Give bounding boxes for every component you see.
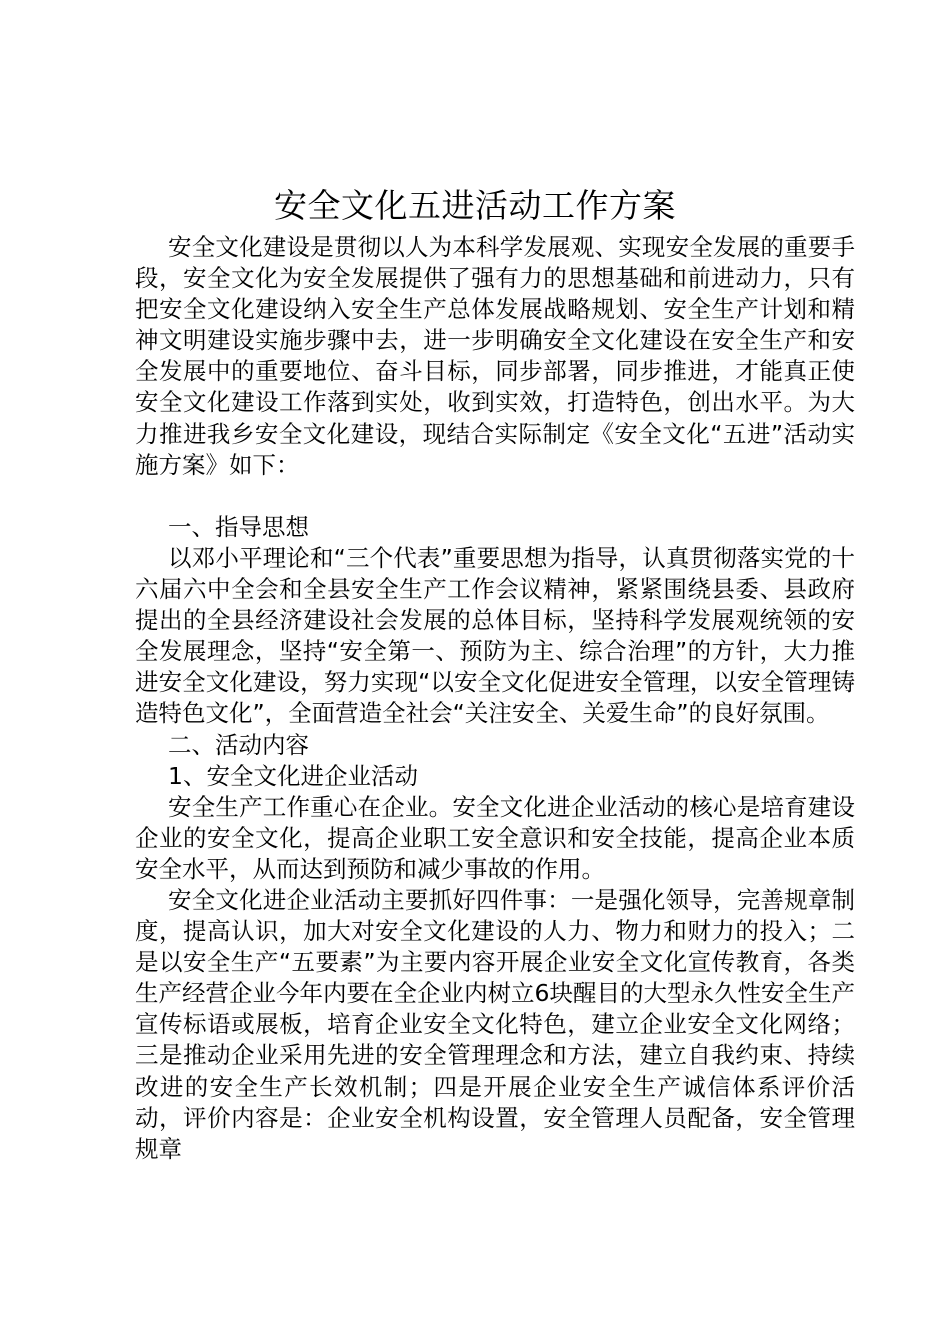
enterprise-paragraph-1: 安全生产工作重心在企业。安全文化进企业活动的核心是培育建设企业的安全文化，提高企业职工安全意识和安全技能，提高企业本质安全水平，从而达到预防和减少事故的作用。 xyxy=(135,792,855,883)
enterprise-paragraph-2: 安全文化进企业活动主要抓好四件事：一是强化领导，完善规章制度，提高认识，加大对安全文化建设的人力、物力和财力的投入；二是以安全生产“五要素”为主要内容开展企业安全文化宣传教育，各类生产经营企业今年内要在全企业内树立6块醒目的大型永久性安全生产宣传标语或展板，培育企业安全文化特色，建立企业安全文化网络；三是推动企业采用先进的安全管理理念和方法，建立自我约束、持续改进的安全生产长效机制；四是开展企业安全生产诚信体系评价活动，评价内容是：企业安全机构设置，安全管理人员配备，安全管理规章 xyxy=(135,885,855,1163)
intro-paragraph: 安全文化建设是贯彻以人为本科学发展观、实现安全发展的重要手段，安全文化为安全发展提供了强有力的思想基础和前进动力，只有把安全文化建设纳入安全生产总体发展战略规划、安全生产计划和精神文明建设实施步骤中去，进一步明确安全文化建设在安全生产和安全发展中的重要地位、奋斗目标，同步部署，同步推进，才能真正使安全文化建设工作落到实处，收到实效，打造特色，创出水平。为大力推进我乡安全文化建设，现结合实际制定《安全文化“五进”活动实施方案》如下： xyxy=(135,233,855,479)
subsection-heading-enterprise: 1、安全文化进企业活动 xyxy=(168,761,418,790)
blank-line xyxy=(135,481,855,512)
section-heading-guiding-ideology: 一、指导思想 xyxy=(168,512,309,541)
section-heading-activity-content: 二、活动内容 xyxy=(168,730,309,759)
document-body xyxy=(135,232,855,1165)
guiding-ideology-paragraph: 以邓小平理论和“三个代表”重要思想为指导，认真贯彻落实党的十六届六中全会和全县安全生产工作会议精神，紧紧围绕县委、县政府提出的全县经济建设社会发展的总体目标，坚持科学发展观统领的安全发展理念，坚持“安全第一、预防为主、综合治理”的方针，大力推进安全文化建设，努力实现“以安全文化促进安全管理，以安全管理铸造特色文化”，全面营造全社会“关注安全、关爱生命”的良好氛围。 xyxy=(135,543,855,728)
document-title: 安全文化五进活动工作方案 xyxy=(274,186,676,225)
